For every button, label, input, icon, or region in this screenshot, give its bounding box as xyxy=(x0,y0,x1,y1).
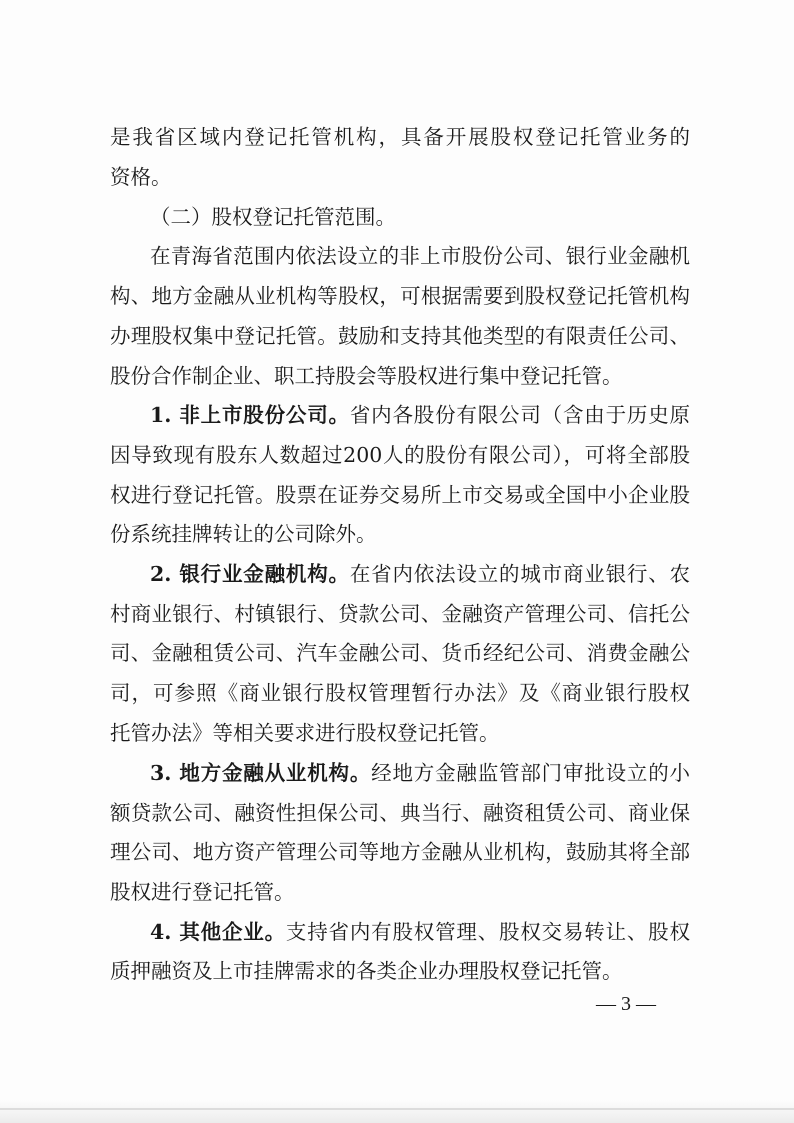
text-line: 司、金融租赁公司、汽车金融公司、货币经纪公司、消费金融公 xyxy=(110,641,690,665)
item-2-title: 2. 银行业金融机构。 xyxy=(150,562,350,586)
text-line: 权进行登记托管。股票在证券交易所上市交易或全国中小企业股 xyxy=(110,483,690,507)
text-line: 理公司、地方资产管理公司等地方金融从业机构，鼓励其将全部 xyxy=(110,840,690,864)
item-4-title: 4. 其他企业。 xyxy=(150,920,286,944)
item-3-text: 经地方金融监管部门审批设立的小 xyxy=(371,761,691,785)
item-2-first-line xyxy=(150,560,690,588)
item-1-title: 1. 非上市股份公司。 xyxy=(150,403,350,427)
item-3-title: 3. 地方金融从业机构。 xyxy=(150,761,372,785)
text-line: 股权进行登记托管。 xyxy=(110,880,295,904)
text-line: 质押融资及上市挂牌需求的各类企业办理股权登记托管。 xyxy=(110,959,623,983)
text-line: 司，可参照《商业银行股权管理暂行办法》及《商业银行股权 xyxy=(110,681,690,705)
item-2-text: 在省内依法设立的城市商业银行、农 xyxy=(349,562,691,586)
text-line: 份系统挂牌转让的公司除外。 xyxy=(110,522,377,546)
text-line: 在青海省范围内依法设立的非上市股份公司、银行业金融机 xyxy=(150,244,690,268)
section-heading: （二）股权登记托管范围。 xyxy=(150,205,396,229)
item-4-first-line xyxy=(150,918,690,946)
text-line: 因导致现有股东人数超过200人的股份有限公司），可将全部股 xyxy=(110,443,690,467)
text-line: 办理股权集中登记托管。鼓励和支持其他类型的有限责任公司、 xyxy=(110,324,690,348)
page-number: — 3 — xyxy=(596,993,656,1015)
text-line: 资格。 xyxy=(110,165,172,189)
text-line: 是我省区域内登记托管机构，具备开展股权登记托管业务的 xyxy=(110,125,690,149)
item-3-first-line xyxy=(150,759,690,787)
text-line: 额贷款公司、融资性担保公司、典当行、融资租赁公司、商业保 xyxy=(110,801,690,825)
item-1-text: 省内各股份有限公司（含由于历史原 xyxy=(349,403,691,427)
scan-edge-shade xyxy=(0,1100,794,1123)
item-4-text: 支持省内有股权管理、股权交易转让、股权 xyxy=(285,920,690,944)
text-line: 托管办法》等相关要求进行股权登记托管。 xyxy=(110,721,500,745)
text-line: 股份合作制企业、职工持股会等股权进行集中登记托管。 xyxy=(110,364,623,388)
text-line: 村商业银行、村镇银行、贷款公司、金融资产管理公司、信托公 xyxy=(110,602,690,626)
item-1-first-line xyxy=(150,401,690,429)
text-line: 构、地方金融从业机构等股权，可根据需要到股权登记托管机构 xyxy=(110,284,690,308)
scan-edge-line xyxy=(0,1108,794,1110)
